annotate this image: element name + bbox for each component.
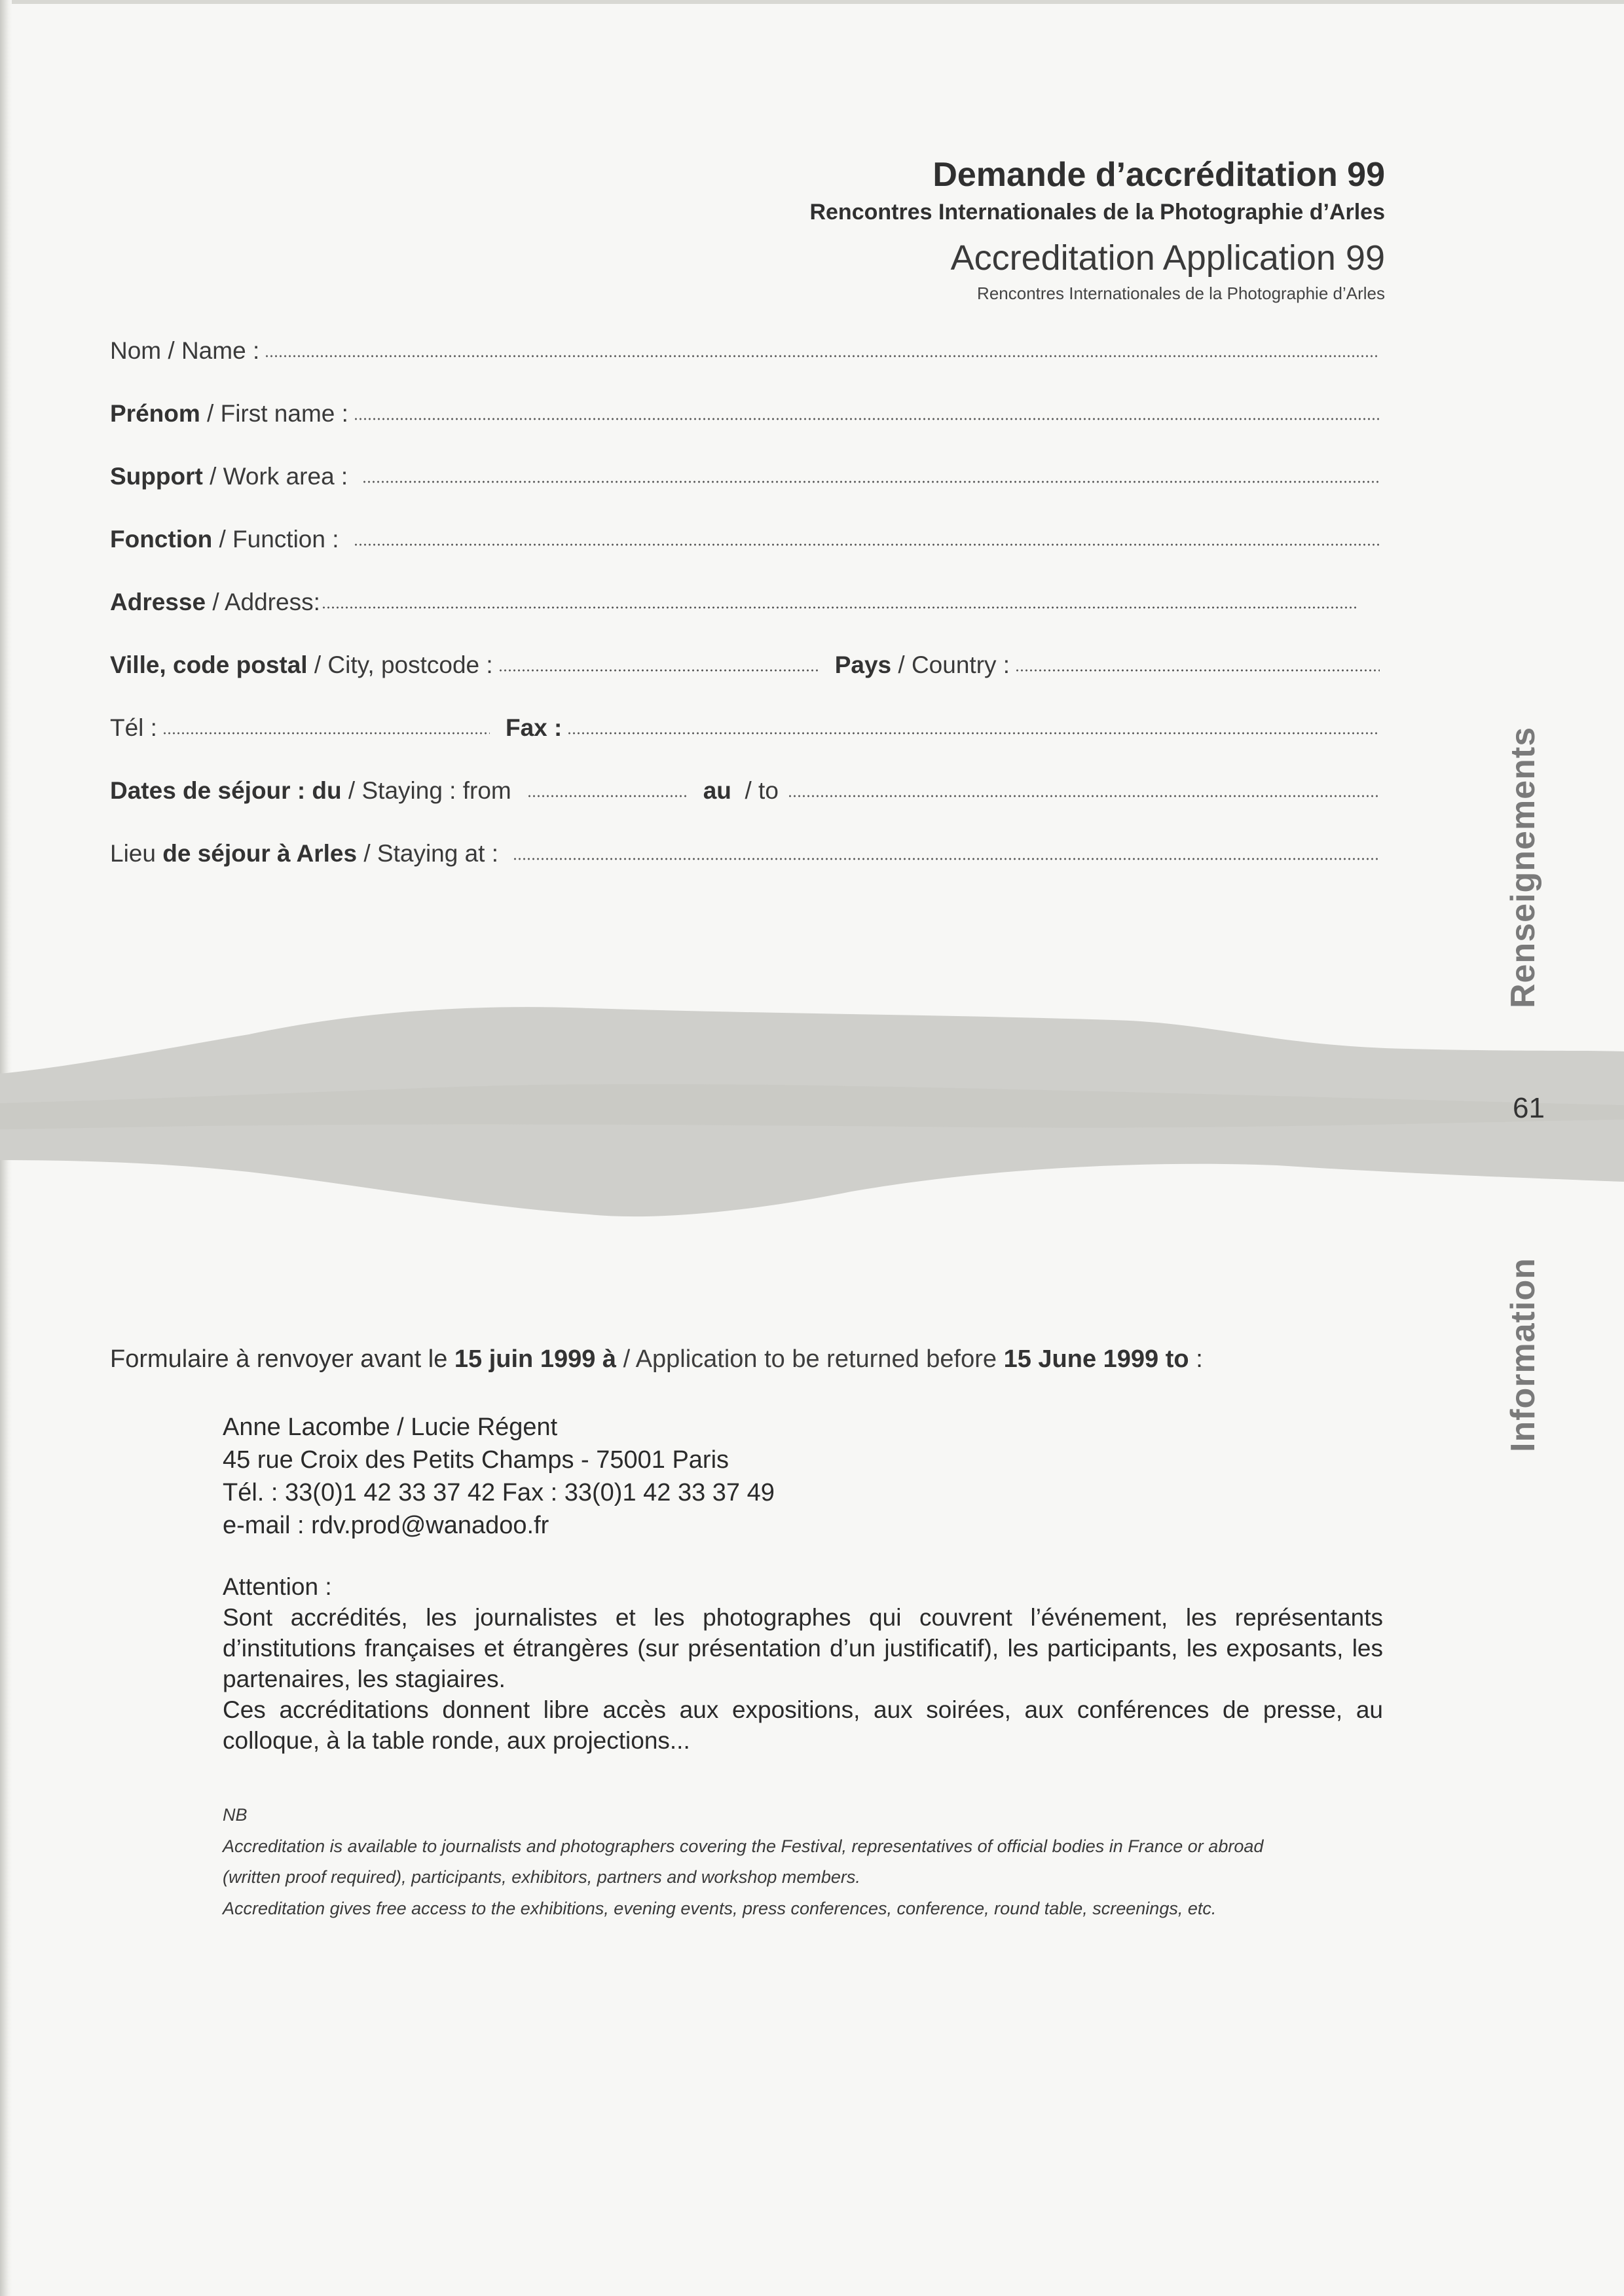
label-en: / City, postcode : [314, 651, 493, 678]
field-tel-fax [110, 714, 1384, 777]
label-fr-2: de séjour à Arles [162, 840, 358, 867]
field-prenom-label [110, 400, 348, 428]
contact-phone-fax: Tél. : 33(0)1 42 33 37 42 Fax : 33(0)1 42 33 37 49 [223, 1479, 775, 1506]
side-label-renseignements: Renseignements [1504, 726, 1542, 1008]
attention-heading: Attention : [223, 1573, 332, 1600]
nb-line-3: Accreditation gives free access to the exhibitions, evening events, press conferences, conference, round table, screenings, etc. [223, 1899, 1217, 1918]
fill-line-date-from[interactable] [527, 795, 688, 797]
return-suffix: : [1196, 1345, 1203, 1373]
field-fonction-label [110, 526, 339, 553]
label-en: / Address: [212, 589, 320, 615]
fill-line-lieu[interactable] [513, 858, 1380, 860]
grey-horizon-band [0, 989, 1624, 1264]
field-ville-pays [110, 651, 1384, 714]
contact-email[interactable]: e-mail : rdv.prod@wanadoo.fr [223, 1512, 549, 1539]
contact-street: 45 rue Croix des Petits Champs - 75001 Paris [223, 1446, 729, 1474]
field-fax-label: Fax : [505, 714, 563, 741]
fill-line-support[interactable] [362, 481, 1380, 483]
fill-line-ville[interactable] [498, 669, 819, 672]
field-adresse-label [110, 589, 320, 616]
field-dates-label [110, 777, 511, 805]
label-fr: Nom [110, 337, 162, 364]
label-fr: Pays [834, 651, 892, 678]
fill-line-fonction[interactable] [354, 543, 1380, 546]
page-top-edge [0, 0, 1624, 4]
field-adresse [110, 589, 1384, 651]
contact-address [223, 1411, 775, 1542]
label-fr: au [703, 777, 731, 804]
field-au-label [703, 777, 779, 805]
fill-line-fax[interactable] [567, 732, 1380, 735]
label-fr-1: Lieu [110, 840, 156, 867]
label-en: / Function : [219, 526, 339, 553]
side-label-information: Information [1504, 1258, 1542, 1452]
label-en: / to [745, 777, 779, 804]
field-support-label [110, 463, 348, 490]
label-fr: Prénom [110, 400, 200, 427]
return-instructions [110, 1345, 1203, 1374]
label-en: / Staying at : [363, 840, 499, 867]
return-fr-prefix: Formulaire à renvoyer avant le [110, 1345, 448, 1373]
subtitle-en: Rencontres Internationales de la Photographie d’Arles [977, 283, 1385, 303]
label-fr: Support [110, 463, 203, 490]
return-en-date: 15 June 1999 to [1003, 1345, 1189, 1373]
subtitle-fr: Rencontres Internationales de la Photographie d’Arles [809, 200, 1385, 225]
contact-names: Anne Lacombe / Lucie Régent [223, 1413, 558, 1441]
label-en: / Name : [168, 337, 260, 364]
field-prenom [110, 400, 1384, 463]
field-support [110, 463, 1384, 526]
return-en-prefix: / Application to be returned before [623, 1345, 997, 1373]
fill-line-adresse[interactable] [322, 606, 1357, 609]
field-lieu-label [110, 840, 498, 867]
fill-line-pays[interactable] [1015, 669, 1380, 672]
label-fr: Adresse [110, 589, 206, 615]
title-en: Accreditation Application 99 [950, 238, 1385, 278]
label-en: / Staying : from [348, 777, 511, 804]
label-fr: Fonction [110, 526, 213, 553]
return-fr-date: 15 juin 1999 à [454, 1345, 617, 1373]
nb-section [223, 1799, 1388, 1925]
title-fr: Demande d’accréditation 99 [932, 156, 1385, 194]
field-ville-label [110, 651, 493, 679]
field-dates [110, 777, 1384, 840]
fill-line-tel[interactable] [162, 732, 490, 735]
fill-line-date-to[interactable] [788, 795, 1380, 797]
attention-paragraph-1: Sont accrédités, les journalistes et les photographes qui couvrent l’événement, les représentants d’institutions françaises et étrangères (sur présentation d’un justificatif), les participants, les exposants, les partenaires, les stagiaires. [223, 1604, 1383, 1692]
field-tel-label: Tél : [110, 714, 157, 741]
fill-line-nom[interactable] [265, 355, 1380, 357]
field-nom-label [110, 337, 259, 365]
fill-line-prenom[interactable] [354, 418, 1380, 420]
label-fr: Ville, code postal [110, 651, 308, 678]
label-en: / First name : [207, 400, 348, 427]
form-header [809, 152, 1385, 304]
nb-line-1: Accreditation is available to journalists and photographers covering the Festival, representatives of official bodies in France or abroad [223, 1836, 1264, 1856]
field-fonction [110, 526, 1384, 589]
label-en: / Work area : [210, 463, 348, 490]
nb-line-2: (written proof required), participants, exhibitors, partners and workshop members. [223, 1867, 860, 1887]
field-lieu [110, 840, 1384, 903]
field-pays-label [835, 651, 1010, 679]
nb-heading: NB [223, 1805, 248, 1825]
label-en: / Country : [898, 651, 1010, 678]
field-nom [110, 337, 1384, 400]
attention-section [223, 1571, 1383, 1756]
attention-paragraph-2: Ces accréditations donnent libre accès aux expositions, aux soirées, aux conférences de presse, au colloque, à la table ronde, aux projections... [223, 1696, 1383, 1754]
label-fr: Dates de séjour : du [110, 777, 342, 804]
accreditation-form [110, 337, 1384, 903]
page-number: 61 [1513, 1092, 1545, 1124]
